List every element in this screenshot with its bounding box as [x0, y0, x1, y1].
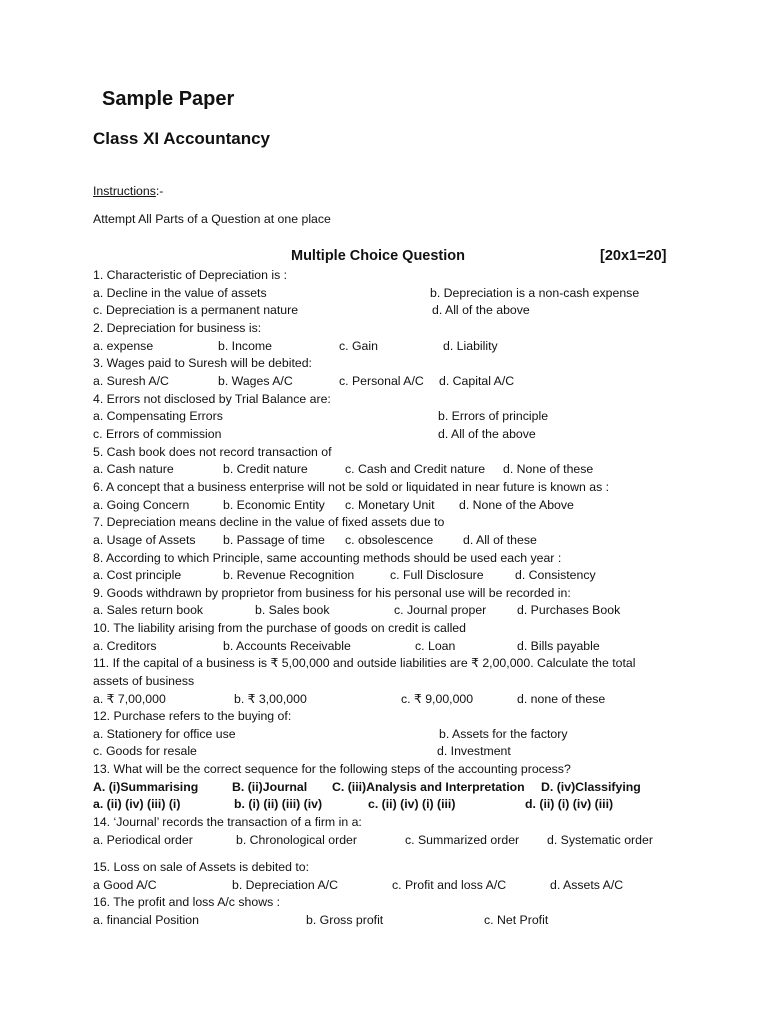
question-2: 2. Depreciation for business is: [93, 321, 262, 335]
q5-option-a: a. Cash nature [93, 462, 174, 476]
q16-option-c: c. Net Profit [484, 913, 549, 927]
question-14: 14. ‘Journal’ records the transaction of a firm in a: [93, 815, 362, 829]
q11-option-d: d. none of these [517, 692, 606, 706]
q7-option-d: d. All of these [463, 533, 537, 547]
q11-option-b: b. ₹ 3,00,000 [234, 692, 307, 706]
question-8: 8. According to which Principle, same accounting methods should be used each year : [93, 551, 562, 565]
q16-option-a: a. financial Position [93, 913, 199, 927]
q15-option-b: b. Depreciation A/C [232, 878, 338, 892]
q8-option-a: a. Cost principle [93, 568, 182, 582]
q13-option-a: a. (ii) (iv) (iii) (i) [93, 797, 181, 811]
question-4: 4. Errors not disclosed by Trial Balance are: [93, 392, 331, 406]
q8-option-c: c. Full Disclosure [390, 568, 484, 582]
q5-option-d: d. None of these [503, 462, 594, 476]
question-13: 13. What will be the correct sequence for the following steps of the accounting process? [93, 762, 571, 776]
q12-option-a: a. Stationery for office use [93, 727, 236, 741]
q1-option-d: d. All of the above [432, 303, 530, 317]
q3-option-c: c. Personal A/C [339, 374, 424, 388]
q10-option-a: a. Creditors [93, 639, 157, 653]
question-6: 6. A concept that a business enterprise will not be sold or liquidated in near future is known as : [93, 480, 610, 494]
q2-option-b: b. Income [218, 339, 272, 353]
q4-option-d: d. All of the above [438, 427, 536, 441]
instructions-label: Instructions [93, 184, 156, 198]
q7-option-a: a. Usage of Assets [93, 533, 196, 547]
q1-option-a: a. Decline in the value of assets [93, 286, 267, 300]
q14-option-c: c. Summarized order [405, 833, 520, 847]
q4-option-b: b. Errors of principle [438, 409, 549, 423]
q1-option-c: c. Depreciation is a permanent nature [93, 303, 299, 317]
q5-option-c: c. Cash and Credit nature [345, 462, 486, 476]
question-11: 11. If the capital of a business is ₹ 5,00,000 and outside liabilities are ₹ 2,00,000. Calculate the total [93, 656, 636, 670]
instructions-heading [93, 183, 163, 199]
q9-option-b: b. Sales book [255, 603, 330, 617]
question-10: 10. The liability arising from the purchase of goods on credit is called [93, 621, 466, 635]
q13-option-b: b. (i) (ii) (iii) (iv) [234, 797, 323, 811]
question-5: 5. Cash book does not record transaction of [93, 445, 332, 459]
q14-option-d: d. Systematic order [547, 833, 653, 847]
q6-option-c: c. Monetary Unit [345, 498, 435, 512]
q2-option-a: a. expense [93, 339, 154, 353]
question-7: 7. Depreciation means decline in the value of fixed assets due to [93, 515, 445, 529]
q6-option-d: d. None of the Above [459, 498, 574, 512]
q12-option-c: c. Goods for resale [93, 744, 197, 758]
q12-option-d: d. Investment [437, 744, 511, 758]
q15-option-a: a Good A/C [93, 878, 157, 892]
page-subtitle: Class XI Accountancy [93, 129, 270, 148]
q12-option-b: b. Assets for the factory [439, 727, 568, 741]
q8-option-d: d. Consistency [515, 568, 596, 582]
q14-option-a: a. Periodical order [93, 833, 193, 847]
q14-option-b: b. Chronological order [236, 833, 357, 847]
q16-option-b: b. Gross profit [306, 913, 384, 927]
q13-step-d: D. (iv)Classifying [541, 780, 641, 794]
q15-option-d: d. Assets A/C [550, 878, 624, 892]
question-9: 9. Goods withdrawn by proprietor from business for his personal use will be recorded in: [93, 586, 571, 600]
q11-option-a: a. ₹ 7,00,000 [93, 692, 166, 706]
q1-option-b: b. Depreciation is a non-cash expense [430, 286, 640, 300]
q5-option-b: b. Credit nature [223, 462, 308, 476]
question-3: 3. Wages paid to Suresh will be debited: [93, 356, 312, 370]
q3-option-b: b. Wages A/C [218, 374, 293, 388]
section-marks: [20x1=20] [600, 248, 667, 264]
q8-option-b: b. Revenue Recognition [223, 568, 355, 582]
q10-option-b: b. Accounts Receivable [223, 639, 351, 653]
q15-option-c: c. Profit and loss A/C [392, 878, 507, 892]
question-1: 1. Characteristic of Depreciation is : [93, 268, 288, 282]
q13-step-b: B. (ii)Journal [232, 780, 308, 794]
q13-option-c: c. (ii) (iv) (i) (iii) [368, 797, 456, 811]
q6-option-a: a. Going Concern [93, 498, 190, 512]
q2-option-d: d. Liability [443, 339, 498, 353]
q13-step-c: C. (iii)Analysis and Interpretation [332, 780, 525, 794]
q4-option-c: c. Errors of commission [93, 427, 222, 441]
q4-option-a: a. Compensating Errors [93, 409, 223, 423]
q10-option-d: d. Bills payable [517, 639, 600, 653]
q3-option-a: a. Suresh A/C [93, 374, 169, 388]
page-title: Sample Paper [102, 88, 235, 110]
question-16: 16. The profit and loss A/c shows : [93, 895, 281, 909]
q7-option-b: b. Passage of time [223, 533, 325, 547]
instructions-suffix: :- [155, 184, 164, 198]
q2-option-c: c. Gain [339, 339, 378, 353]
q11-option-c: c. ₹ 9,00,000 [401, 692, 474, 706]
q7-option-c: c. obsolescence [345, 533, 434, 547]
q9-option-d: d. Purchases Book [517, 603, 621, 617]
q9-option-a: a. Sales return book [93, 603, 204, 617]
question-11-continued: assets of business [93, 674, 195, 688]
section-title: Multiple Choice Question [291, 248, 466, 264]
question-15: 15. Loss on sale of Assets is debited to: [93, 860, 310, 874]
q10-option-c: c. Loan [415, 639, 456, 653]
q13-option-d: d. (ii) (i) (iv) (iii) [525, 797, 614, 811]
q6-option-b: b. Economic Entity [223, 498, 325, 512]
question-12: 12. Purchase refers to the buying of: [93, 709, 292, 723]
q3-option-d: d. Capital A/C [439, 374, 515, 388]
q13-step-a: A. (i)Summarising [93, 780, 199, 794]
q9-option-c: c. Journal proper [394, 603, 487, 617]
instruction-text: Attempt All Parts of a Question at one place [93, 212, 331, 226]
